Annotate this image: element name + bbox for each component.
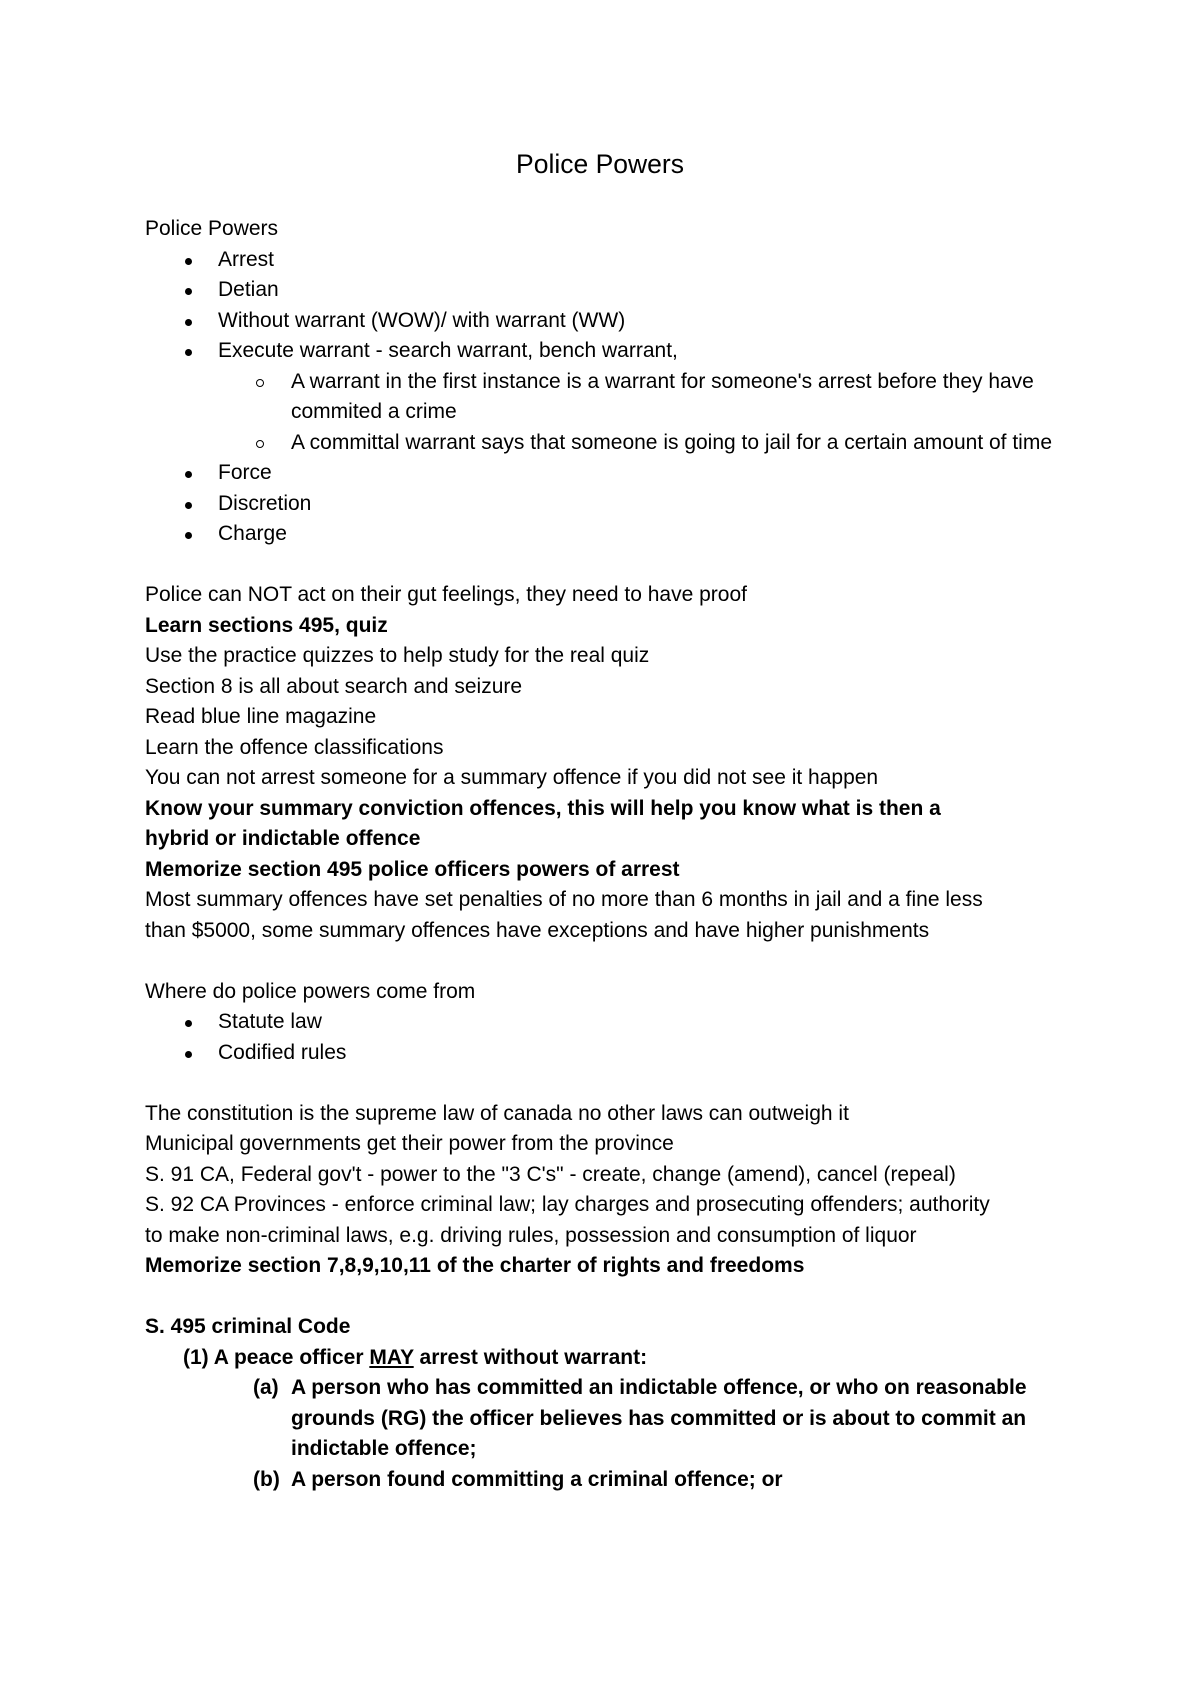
note-line: than $5000, some summary offences have exceptions and have higher punishments [145,918,930,942]
note-line-bold: Memorize section 7,8,9,10,11 of the charter of rights and freedoms [145,1254,805,1277]
list-item: Charge [145,519,1065,550]
section-heading-police-powers: Police Powers [145,217,279,240]
list-item: Detian [145,275,1065,306]
list-item: Force [145,458,1065,489]
note-line-bold: Learn sections 495, quiz [145,613,388,637]
note-line: Police can NOT act on their gut feelings, they need to have proof [145,583,747,606]
s495-item-b: (b) A person found committing a criminal offence; or [253,1467,783,1491]
sub-list-item: A committal warrant says that someone is going to jail for a certain amount of time [145,428,1065,459]
note-line: to make non-criminal laws, e.g. driving rules, possession and consumption of liquor [145,1223,917,1247]
note-line-bold: Memorize section 495 police officers powers of arrest [145,857,680,881]
note-line: S. 91 CA, Federal gov't - power to the "3 C's" - create, change (amend), cancel (repeal) [145,1162,956,1186]
list-item: Codified rules [145,1038,1065,1069]
page-title: Police Powers [516,149,684,179]
list-item: Statute law [145,1007,1065,1038]
note-line: Use the practice quizzes to help study for the real quiz [145,644,650,667]
list-item: Execute warrant - search warrant, bench warrant, [145,336,1065,367]
note-line: Learn the offence classifications [145,735,444,759]
sources-list [145,1007,1065,1068]
note-line: Section 8 is all about search and seizure [145,674,523,698]
list-item: Discretion [145,489,1065,520]
police-powers-list [145,245,1065,550]
note-line: The constitution is the supreme law of canada no other laws can outweigh it [145,1101,849,1125]
sub-list-item: A warrant in the first instance is a warrant for someone's arrest before they have commited a crime [145,367,1065,428]
note-line: Read blue line magazine [145,705,377,728]
note-line: Most summary offences have set penalties of no more than 6 months in jail and a fine less [145,888,983,911]
may-emphasis: MAY [369,1345,414,1369]
list-item: Without warrant (WOW)/ with warrant (WW) [145,306,1065,337]
s495-subsection-1: (1) A peace officer MAY arrest without warrant: [183,1345,648,1369]
section-heading-s495: S. 495 criminal Code [145,1315,351,1338]
note-line: Municipal governments get their power from the province [145,1132,674,1155]
section-heading-sources: Where do police powers come from [145,979,476,1003]
list-item: Arrest [145,245,1065,276]
s495-item-a: (a) A person who has committed an indictable offence, or who on reasonable grounds (RG) the officer believes has committed or is about to commit an indictable offence; [253,1376,1027,1460]
note-line: You can not arrest someone for a summary offence if you did not see it happen [145,766,879,789]
document-body [145,214,1065,1495]
note-line-bold: Know your summary conviction offences, this will help you know what is then a [145,796,941,820]
note-line: S. 92 CA Provinces - enforce criminal law; lay charges and prosecuting offenders; authority [145,1193,990,1216]
note-line-bold: hybrid or indictable offence [145,827,421,850]
